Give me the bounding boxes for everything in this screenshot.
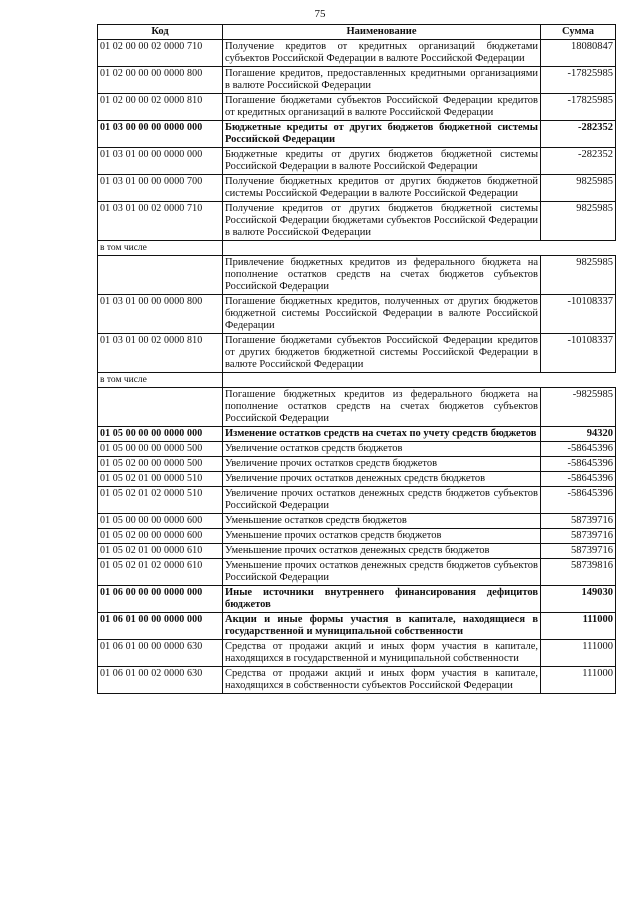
sum-cell: 58739716	[541, 544, 616, 559]
sum-cell: -10108337	[541, 295, 616, 334]
name-cell: Средства от продажи акций и иных форм участия в капитале, находящихся в государственной и муниципальной собственности	[223, 640, 541, 667]
table-row	[98, 175, 616, 202]
code-cell: 01 05 02 00 00 0000 500	[98, 457, 223, 472]
sum-cell: -17825985	[541, 94, 616, 121]
name-cell: Бюджетные кредиты от других бюджетов бюджетной системы Российской Федерации	[223, 121, 541, 148]
name-cell: Увеличение прочих остатков средств бюджетов	[223, 457, 541, 472]
name-cell: Уменьшение прочих остатков денежных средств бюджетов	[223, 544, 541, 559]
code-cell: 01 02 00 00 00 0000 800	[98, 67, 223, 94]
code-cell: 01 03 00 00 00 0000 000	[98, 121, 223, 148]
code-cell: 01 05 02 01 00 0000 610	[98, 544, 223, 559]
table-row	[98, 640, 616, 667]
table-row	[98, 40, 616, 67]
name-cell: Получение бюджетных кредитов от других бюджетов бюджетной системы Российской Федерации в валюте Российской Федерации	[223, 175, 541, 202]
sum-cell: -282352	[541, 121, 616, 148]
name-cell: Увеличение остатков средств бюджетов	[223, 442, 541, 457]
sum-cell: 149030	[541, 586, 616, 613]
note-text: в том числе	[98, 241, 223, 256]
sum-cell: -58645396	[541, 472, 616, 487]
code-cell: 01 06 01 00 00 0000 630	[98, 640, 223, 667]
table-row	[98, 121, 616, 148]
name-cell: Погашение бюджетами субъектов Российской Федерации кредитов от кредитных организаций в валюте Российской Федерации	[223, 94, 541, 121]
header-sum: Сумма	[541, 25, 616, 40]
name-cell: Иные источники внутреннего финансирования дефицитов бюджетов	[223, 586, 541, 613]
code-cell: 01 06 01 00 00 0000 000	[98, 613, 223, 640]
name-cell: Уменьшение остатков средств бюджетов	[223, 514, 541, 529]
table-row	[98, 148, 616, 175]
name-cell: Увеличение прочих остатков денежных средств бюджетов	[223, 472, 541, 487]
name-cell: Получение кредитов от кредитных организаций бюджетами субъектов Российской Федерации в валюте Российской Федерации	[223, 40, 541, 67]
table-row	[98, 457, 616, 472]
table-row	[98, 334, 616, 373]
name-cell: Получение кредитов от других бюджетов бюджетной системы Российской Федерации бюджетами субъектов Российской Федерации в валюте Российской Федерации	[223, 202, 541, 241]
code-cell: 01 05 02 01 02 0000 510	[98, 487, 223, 514]
code-cell	[98, 256, 223, 295]
sum-cell: -9825985	[541, 388, 616, 427]
sum-cell: 9825985	[541, 175, 616, 202]
sum-cell: -17825985	[541, 67, 616, 94]
sum-cell: -58645396	[541, 457, 616, 472]
table-row	[98, 295, 616, 334]
page-number: 75	[314, 8, 326, 20]
code-cell: 01 05 02 01 00 0000 510	[98, 472, 223, 487]
table-row	[98, 544, 616, 559]
table-row	[98, 487, 616, 514]
name-cell: Средства от продажи акций и иных форм участия в капитале, находящихся в собственности субъектов Российской Федерации	[223, 667, 541, 694]
code-cell: 01 02 00 00 02 0000 710	[98, 40, 223, 67]
sum-cell: 111000	[541, 667, 616, 694]
sum-cell: 58739716	[541, 529, 616, 544]
sum-cell: 94320	[541, 427, 616, 442]
code-cell: 01 03 01 00 02 0000 810	[98, 334, 223, 373]
table-row	[98, 427, 616, 442]
name-cell: Погашение бюджетами субъектов Российской Федерации кредитов от других бюджетов бюджетной системы Российской Федерации в валюте Российской Федерации	[223, 334, 541, 373]
sum-cell: 58739716	[541, 514, 616, 529]
sum-cell: -58645396	[541, 487, 616, 514]
name-cell: Бюджетные кредиты от других бюджетов бюджетной системы Российской Федерации в валюте Российской Федерации	[223, 148, 541, 175]
name-cell: Привлечение бюджетных кредитов из федерального бюджета на пополнение остатков средств на счетах бюджетов субъектов Российской Федерации	[223, 256, 541, 295]
table-note-row	[98, 373, 616, 388]
code-cell: 01 03 01 00 00 0000 000	[98, 148, 223, 175]
sum-cell: -10108337	[541, 334, 616, 373]
name-cell: Уменьшение прочих остатков средств бюджетов	[223, 529, 541, 544]
code-cell: 01 05 02 00 00 0000 600	[98, 529, 223, 544]
table-row	[98, 559, 616, 586]
sum-cell: -58645396	[541, 442, 616, 457]
note-text: в том числе	[98, 373, 223, 388]
name-cell: Изменение остатков средств на счетах по учету средств бюджетов	[223, 427, 541, 442]
table-note-row	[98, 241, 616, 256]
name-cell: Акции и иные формы участия в капитале, находящиеся в государственной и муниципальной собственности	[223, 613, 541, 640]
table-row	[98, 256, 616, 295]
code-cell: 01 03 01 00 00 0000 800	[98, 295, 223, 334]
name-cell: Погашение бюджетных кредитов из федерального бюджета на пополнение остатков средств на счетах бюджетов субъектов Российской Федерации	[223, 388, 541, 427]
sum-cell: 9825985	[541, 256, 616, 295]
sum-cell: 111000	[541, 613, 616, 640]
sum-cell: -282352	[541, 148, 616, 175]
code-cell: 01 03 01 00 00 0000 700	[98, 175, 223, 202]
table-body	[98, 40, 616, 694]
table-row	[98, 613, 616, 640]
name-cell: Погашение бюджетных кредитов, полученных от других бюджетов бюджетной системы Российской Федерации в валюте Российской Федерации	[223, 295, 541, 334]
sum-cell: 111000	[541, 640, 616, 667]
sum-cell: 18080847	[541, 40, 616, 67]
code-cell: 01 06 01 00 02 0000 630	[98, 667, 223, 694]
name-cell: Увеличение прочих остатков денежных средств бюджетов субъектов Российской Федерации	[223, 487, 541, 514]
code-cell: 01 03 01 00 02 0000 710	[98, 202, 223, 241]
budget-sources-table	[97, 24, 616, 694]
table-row	[98, 442, 616, 457]
code-cell: 01 05 00 00 00 0000 500	[98, 442, 223, 457]
table-row	[98, 529, 616, 544]
code-cell: 01 05 02 01 02 0000 610	[98, 559, 223, 586]
table-row	[98, 388, 616, 427]
table-row	[98, 67, 616, 94]
code-cell: 01 05 00 00 00 0000 600	[98, 514, 223, 529]
code-cell: 01 02 00 00 02 0000 810	[98, 94, 223, 121]
name-cell: Уменьшение прочих остатков денежных средств бюджетов субъектов Российской Федерации	[223, 559, 541, 586]
code-cell: 01 05 00 00 00 0000 000	[98, 427, 223, 442]
note-spacer	[223, 373, 616, 388]
sum-cell: 58739816	[541, 559, 616, 586]
sum-cell: 9825985	[541, 202, 616, 241]
table-row	[98, 202, 616, 241]
header-name: Наименование	[223, 25, 541, 40]
header-code: Код	[98, 25, 223, 40]
name-cell: Погашение кредитов, предоставленных кредитными организациями в валюте Российской Федерации	[223, 67, 541, 94]
table-row	[98, 514, 616, 529]
note-spacer	[223, 241, 616, 256]
code-cell: 01 06 00 00 00 0000 000	[98, 586, 223, 613]
table-header-row	[98, 25, 616, 40]
code-cell	[98, 388, 223, 427]
table-row	[98, 472, 616, 487]
table-row	[98, 94, 616, 121]
table-row	[98, 586, 616, 613]
table-row	[98, 667, 616, 694]
